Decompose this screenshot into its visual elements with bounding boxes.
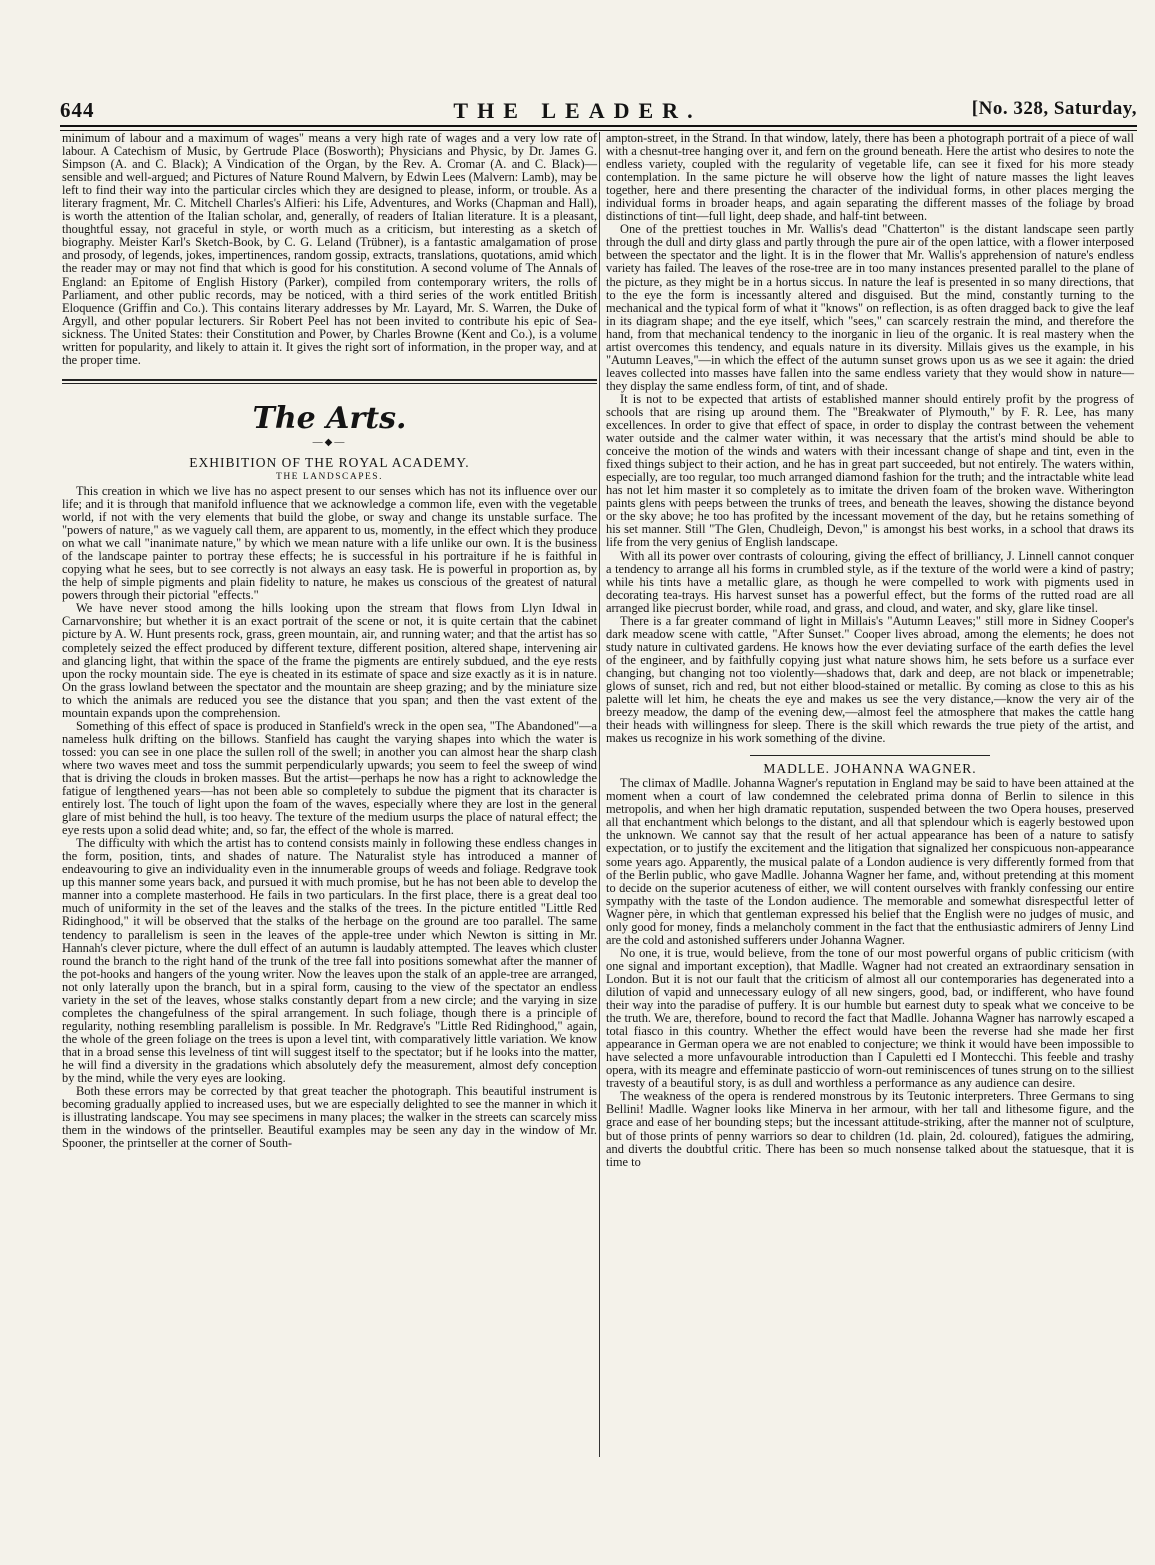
body-paragraph: With all its power over contrasts of colouring, giving the effect of brilliancy, J. Linnell cannot conquer a tendency to arrange all his forms in crumbled style, as if the texture of the world were a kind of pastry; while his tints have a metallic glare, as though he were compelled to work with pigments used in decorating tea-trays. His harvest sunset has a powerful effect, but the forms of the rutted road are all arranged like piecrust border, while road, and grass, and cloud, and water, and sky, glare like tinsel. xyxy=(606,548,1134,615)
body-paragraph: This creation in which we live has no aspect present to our senses which has not its influence over our life; and it is through that manifold influence that we acknowledge a common life, even with the vegetable world, if not with the very elements that build the globe, or sway and change its unstable surface. The "powers of nature," as we vaguely call them, are apparent to us, momently, in the effect which they produce on what we call "inanimate nature," by which we mean nature with a life unlike our own. It is the business of the landscape painter to portray these effects; he is successful in his portraiture if he is faithful in copying what he sees, but to see correctly is not always an easy task. He is powerful in proportion as, by the help of simple pigments and plain fidelity to nature, he makes us conscious of the greatest of natural powers through their pictorial "effects." xyxy=(62,483,597,603)
body-paragraph: It is not to be expected that artists of established manner should entirely profit by the progress of schools that are rising up around them. The "Breakwater of Plymouth," by F. R. Lee, has many excellences. In order to give that effect of space, in order to display the contrast between the vehement water outside and the calmer water within, it was necessary that the artist's mind should be able to conceive the motion of the winds and waters with their incessant change of shape and tint, even in the fixed things subject to their action, and he has in great part succeeded, but not entirely. The waters within, especially, are too regular, too much arranged diamond fashion for the truth; and the intractable white lead has not let him master it so completely as to imitate the driven foam of the broken wave. Witherington paints glens with peeps between the trunks of trees, and beneath the leaves, showing the distance beyond or the sky above; he too has profited by the incessant movement of the day, but he retains something of his set manner. Still "The Glen, Chudleigh, Devon," is amongst his best works, in a school that draws its life from the very genius of English landscape. xyxy=(606,391,1134,550)
column-divider xyxy=(599,132,600,1457)
body-paragraph: There is a far greater command of light in Millais's "Autumn Leaves;" still more in Sidney Cooper's dark meadow scene with cattle, "After Sunset." Cooper lives abroad, among the elements; he does not study nature in cultivated gardens. He knows how the ever deviating surface of the earth defies the level of the engineer, and by faithfully copying just what nature shows him, he sets before us a surface ever changing, but changing not too violently—shadows that, dark and deep, are not black or impenetrable; glows of sunset, rich and red, but not either blood-stained or metallic. By coming as close to this as his palette will let him, he cheats the eye and makes us see the very distance,—know the very air of the breezy meadow, the damp of the evening dew,—almost feel the atmosphere that makes the cattle hang their heads with willingness for sleep. There is the skill which rewards the true piety of the artist, and makes us recognize in his work something of the divine. xyxy=(606,613,1134,746)
section-separator xyxy=(62,379,597,384)
article-subtitle: THE LANDSCAPES. xyxy=(276,471,383,482)
ornament-divider: —◆— xyxy=(312,436,347,448)
body-paragraph: We have never stood among the hills looking upon the stream that flows from Llyn Idwal in Carnarvonshire; but whether it is an exact portrait of the scene or not, it is quite certain that the cabinet picture by A. W. Hunt presents rock, grass, green mountain, air, and running water; and that the artist has so completely seized the effect produced by different texture, different position, altered shape, intervening air and glancing light, that within the space of the frame the pigments are entirely subdued, and the eye rests upon the rocky mountain side. The eye is cheated in its estimate of space and size exactly as it is in nature. On the grass lowland between the spectator and the mountain are sheep grazing; and by the miniature size to which the animals are reduced you see the distance that you span; and then the vast extent of the mountain expands upon the comprehension. xyxy=(62,601,597,720)
article-separator xyxy=(750,755,990,756)
body-paragraph: Both these errors may be corrected by that great teacher the photograph. This beautiful instrument is becoming gradually applied to increased uses, but we are especially delighted to see the manner in which it is illustrating landscape. You may see specimens in many places; the walker in the streets can scarcely miss them in the windows of the printseller. Beautiful examples may be seen any day in the window of Mr. Spooner, the printseller at the corner of South- xyxy=(62,1084,597,1151)
page-number: 644 xyxy=(60,98,95,122)
body-paragraph: No one, it is true, would believe, from the tone of our most powerful organs of public criticism (with one signal and important exception), that Madlle. Wagner had not created an extraordinary sensation in London. But it is not our fault that the criticism of almost all our contemporaries has degenerated into a dilution of vapid and unnecessary eulogy of all new singers, good, bad, or indifferent, who have found their way into the paradise of puffery. It is our humble but earnest duty to speak what we conceive to be the truth. We are, therefore, bound to record the fact that Madlle. Johanna Wagner has narrowly escaped a total fiasco in this country. Whether the effect would have been the reverse had she made her first appearance in German opera we are not enabled to conjecture; we think it would have been impossible to have selected a more unfavourable introduction than I Capuletti ed I Montecchi. This feeble and trashy opera, with its meagre and effeminate pasticcio of worn-out reminiscences of tunes strung on to the silliest travesty of a beautiful story, is as dull and worthless a performance as any audience can desire. xyxy=(606,945,1134,1091)
body-paragraph: The weakness of the opera is rendered monstrous by its Teutonic interpreters. Three Germans to sing Bellini! Madlle. Wagner looks like Minerva in her armour, with her tall and lithesome figure, and the grace and ease of her bounding steps; but the incessant attitude-striking, after the manner not of sculpture, but of those prints of penny warriors so dear to children (1d. plain, 2d. coloured), fatigues the admiring, and diverts the doubtful critic. There has been so much nonsense talked about the statuesque, that it is time to xyxy=(606,1089,1134,1169)
masthead-title: THE LEADER. xyxy=(453,98,702,123)
right-column xyxy=(606,132,1134,1169)
article-title: EXHIBITION OF THE ROYAL ACADEMY. xyxy=(189,454,470,470)
body-paragraph: The difficulty with which the artist has to contend consists mainly in following these endless changes in the form, position, tints, and shades of nature. The Naturalist style has introduced a manner of endeavouring to give an individuality even in the innumerable groups of weeds and foliage. Redgrave took up this manner some years back, and pursued it with much promise, but he has not been able to develop the manner into a complete masterhood. He fails in two particulars. In the first place, there is a great deal too much of uniformity in the set of the leaves and the stalks of the trees. In the picture entitled "Little Red Ridinghood," it will be observed that the stalks of the herbage on the ground are too parallel. The same tendency to parallelism is seen in the leaves of the apple-tree under which Newton is sitting in Mr. Hannah's clever picture, where the dull effect of an autumn is laudably attempted. The leaves which cluster round the branch to the right hand of the trunk of the tree fall into positions somewhat after the manner of the pot-hooks and hangers of the young writer. Now the leaves upon the stalk of an apple-tree are arranged, not only laterally upon the branch, but in a spiral form, causing to the view of the spectator an endless variety in the set of the leaves, whose stalks constantly depart from a new circle; and the varying in size completes the changefulness of the spiral arrangement. In such foliage, though there is a principle of regularity, nothing resembling parallelism is possible. In Mr. Redgrave's "Little Red Ridinghood," again, the whole of the green foliage on the trees is upon a level tint, with comparatively little variation. We know that in a broad sense this levelness of tint will suggest itself to the spectator; but if he looks into the matter, he will find a diversity in the gradations which absolutely defy the measurement, almost defy conception by the mind, while the very eyes are looking. xyxy=(62,836,597,1086)
issue-line: [No. 328, Saturday, xyxy=(971,98,1137,119)
body-paragraph: ampton-street, in the Strand. In that window, lately, there has been a photograph portrait of a piece of wall with a chesnut-tree hanging over it, and fern on the ground beneath. Here the artist who desires to note the endless variety, coupled with the regularity of vegetable life, can see it fixed for his more steady contemplation. In the same picture he will observe how the light of nature masses the light leaves together, here and there presenting the character of the individual forms, in other places merging the individual forms in broader heaps, and again separating the different masses of the foliage by broad distinctions of tint—full light, deep shade, and half-tint between. xyxy=(606,131,1134,224)
body-paragraph: Something of this effect of space is produced in Stanfield's wreck in the open sea, "The Abandoned"—a nameless hulk drifting on the billows. Stanfield has caught the varying shapes into which the water is tossed: you can see in one place the sullen roll of the swell; in another you can almost hear the sharp clash where two waves meet and toss the summit perpendicularly upwards; you seem to feel the sweep of wind that is driving the clouds in broken masses. But the artist—perhaps he now has a right to acknowledge the fatigue of lengthened years—has not been able so completely to subdue the pigment that its character is entirely lost. The touch of light upon the foam of the waves, especially where they are lost in the general glare of mist behind the hull, is too heavy. The texture of the medium usurps the place of natural effect; the eye rests upon a solid dead white; and, so far, the effect of the whole is marred. xyxy=(62,718,597,838)
header-rule xyxy=(60,125,1137,127)
body-paragraph: The climax of Madlle. Johanna Wagner's reputation in England may be said to have been attained at the moment when a court of law condemned the celebrated prima donna of Berlin to silence in this metropolis, and when her high dramatic reputation, suspended between the two Opera houses, preserved all that enchantment which belongs to the distant, and all that splendour which is eagerly bestowed upon the unknown. We cannot say that the result of her actual appearance has been of a nature to satisfy expectation, or to justify the excitement and the litigation that signalized her conspicuous non-appearance some years ago. Apparently, the musical palate of a London audience is very differently formed from that of the Berlin public, who gave Madlle. Johanna Wagner her fame, and, without pretending at this moment to decide on the superior acuteness of either, we will content ourselves with frankly confessing our entire sympathy with the taste of the London audience. The memorable and somewhat disrespectful letter of Wagner père, in which that gentleman expressed his belief that the English were no judges of music, and only good for money, finds a melancholy comment in the fact that the enthusiastic admirers of Jenny Lind are the cold and astonished sufferers under Johanna Wagner. xyxy=(606,776,1134,947)
continued-paragraph: minimum of labour and a maximum of wages" means a very high rate of wages and a very low rate of labour. A Catechism of Music, by Gertrude Place (Bosworth); Physicians and Physic, by Dr. James G. Simpson (A. and C. Black); A Vindication of the Organ, by the Rev. A. Cromar (A. and C. Black)—sensible and well-argued; and Pictures of Nature Round Malvern, by Edwin Lees (Malvern: Lamb), may be left to find their way into the particular circles which they are designed to please, inform, or trouble. As a literary fragment, Mr. C. Mitchell Charles's Alfieri: his Life, Adventures, and Works (Chapman and Hall), is worth the attention of the Italian scholar, and, generally, of readers of Italian literature. It is a pleasant, thoughtful essay, not graceful in style, or worth much as a criticism, but interesting as a sketch of biography. Meister Karl's Sketch-Book, by C. G. Leland (Trübner), is a fantastic amalgamation of prose and prosody, of legends, jokes, impertinences, random gossip, extracts, translations, quotations, amid which the reader may or may not find that which is good for his constitution. A second volume of The Annals of England: an Epitome of English History (Parker), compiled from contemporary writers, the rolls of Parliament, and other public records, may be noticed, with a third series of the work entitled British Eloquence (Griffin and Co.). This contains literary addresses by Mr. Layard, Mr. S. Warren, the Duke of Argyll, and other popular lecturers. Sir Robert Peel has not been invited to contribute his epic of Sea-sickness. The United States: their Constitution and Power, by Charles Browne (Kent and Co.), is a volume written for popularity, and likely to attain it. It gives the right sort of information, in the proper way, and at the proper time. xyxy=(62,131,597,367)
section-heading: The Arts. xyxy=(252,400,407,436)
left-column xyxy=(62,132,597,1150)
page-header xyxy=(0,0,1155,123)
body-paragraph: One of the prettiest touches in Mr. Wallis's dead "Chatterton" is the distant landscape seen partly through the dull and dirty glass and partly through the pure air of the open lattice, with a flower interposed between the spectator and the light. It is in the flower that Mr. Wallis's apprehension of nature's endless variety has failed. The leaves of the rose-tree are in too many instances presented parallel to the plane of the picture, as they might be in a hortus siccus. In nature the leaf is presented in so many directions, that to the eye the form is incessantly altered and disguised. But the mind, constantly turning to the mechanical and the typical form of what it "knows" on reflection, is as often dragged back to give the leaf in its diagram shape; and the eye itself, which "sees," can scarcely restrain the mind, and therefore the hand, from that mechanical tendency to the inorganic in lieu of the organic. It is real mastery when the artist overcomes this tendency, and equals nature in its diversity. Millais gives us the example, in his "Autumn Leaves,"—in which the effect of the autumn sunset grows upon us as we see it again: the dried leaves collected into masses have fallen into the same endless variety that they would show in nature—they display the same endless form, of tint, and of shade. xyxy=(606,222,1134,393)
article2-title: MADLLE. JOHANNA WAGNER. xyxy=(763,761,977,777)
